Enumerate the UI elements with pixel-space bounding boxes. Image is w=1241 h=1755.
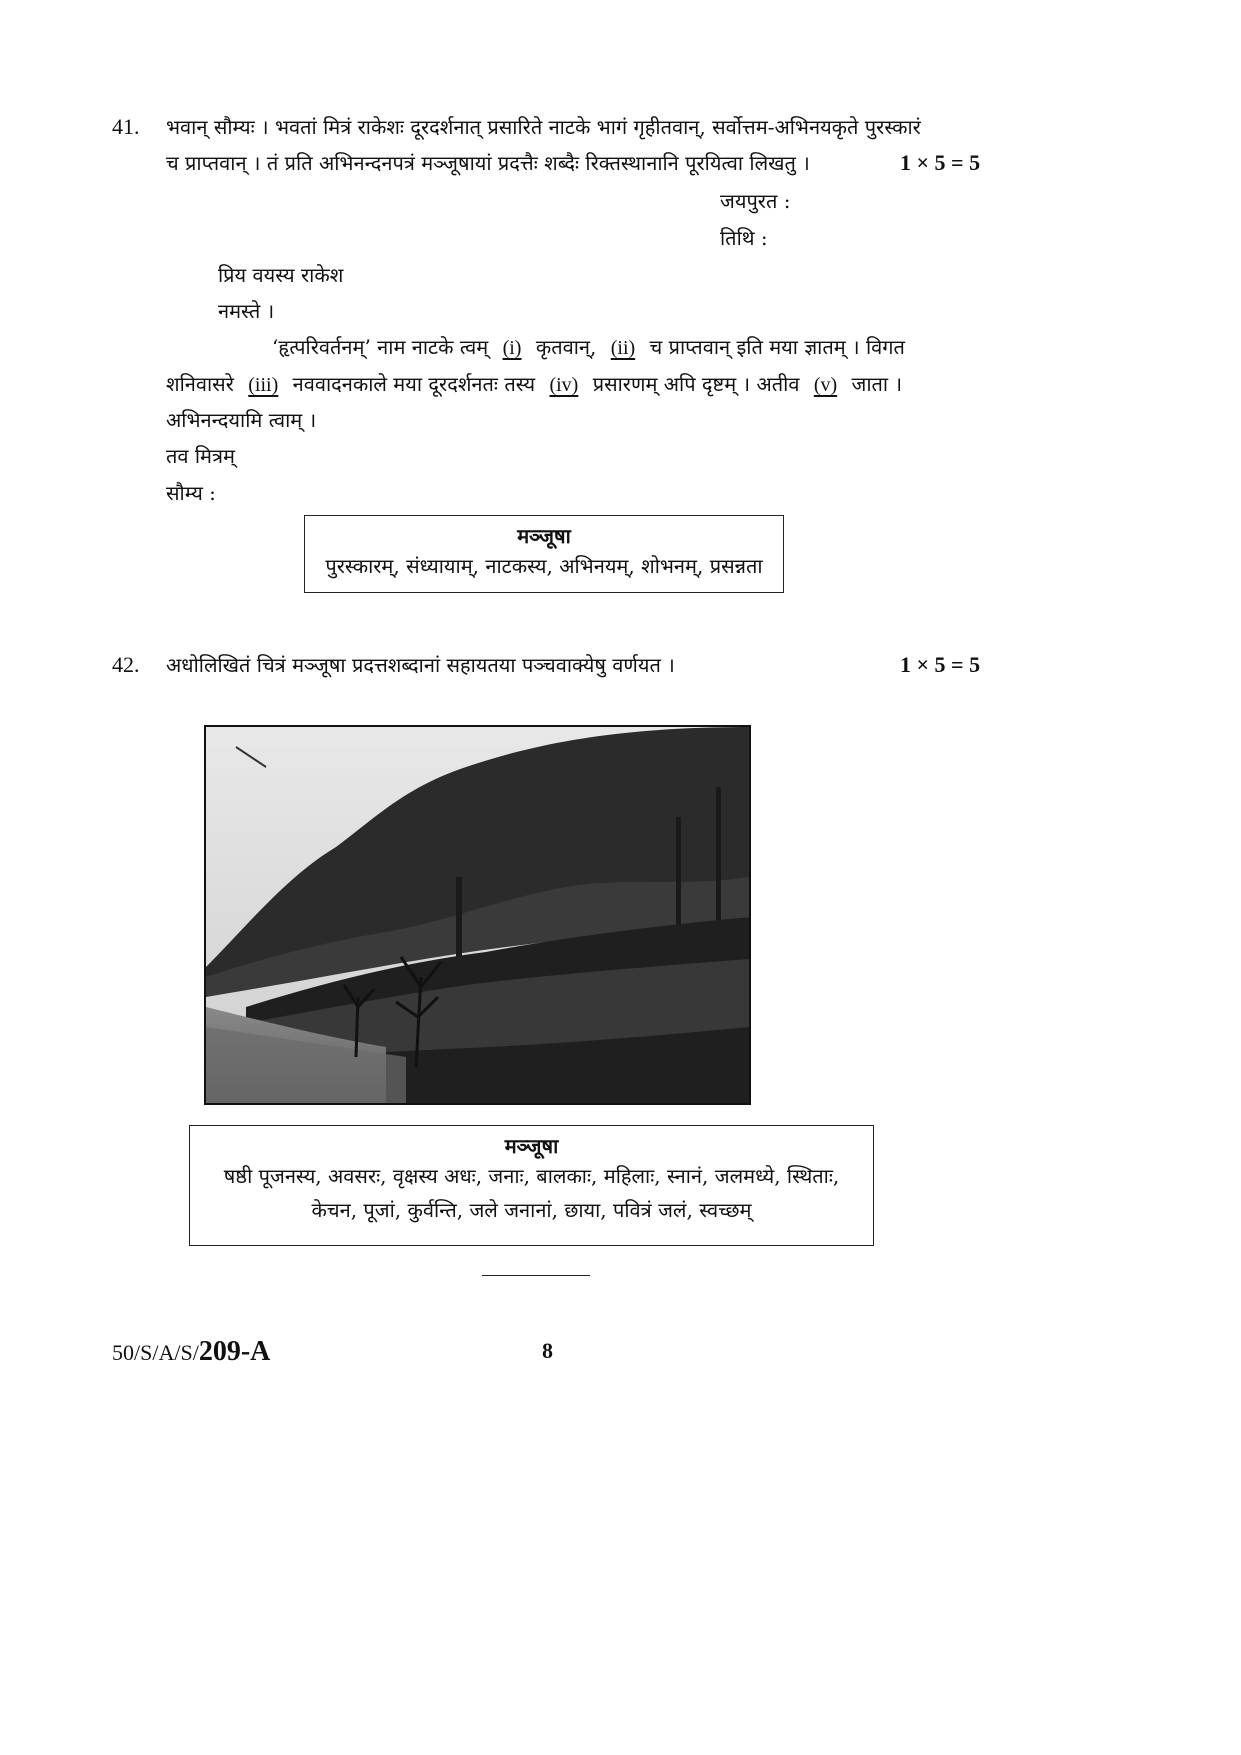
question-42-marks: 1 × 5 = 5 — [900, 652, 981, 677]
question-41-line2: च प्राप्तवान् । तं प्रति अभिनन्दनपत्रं मञ्जूषायां प्रदत्तैः शब्दैः रिक्तस्थानानि पूरयित्वा लिखतु । — [166, 151, 810, 175]
letter-date: तिथि : — [720, 226, 768, 250]
photo-illustration — [206, 727, 749, 1103]
letter-closing: तव मित्रम् — [166, 444, 236, 468]
paper-code-suffix: 209-A — [198, 1336, 271, 1367]
blank-v: (v) — [813, 374, 838, 396]
letter-body-text: प्रसारणम् अपि दृष्टम् । अतीव — [592, 372, 800, 396]
word-box-title: मञ्जूषा — [517, 524, 571, 548]
letter-body-text: शनिवासरे — [166, 372, 234, 396]
word-box-title: मञ्जूषा — [504, 1134, 559, 1158]
question-41-marks: 1 × 5 = 5 — [900, 150, 981, 175]
letter-body-text: नववादनकाले मया दूरदर्शनतः तस्य — [292, 372, 536, 396]
letter-signature: सौम्य : — [166, 481, 216, 505]
letter-body-text: ‘हृत्परिवर्तनम्’ नाम नाटके त्वम् — [272, 335, 489, 359]
word-box-line1: षष्ठी पूजनस्य, अवसरः, वृक्षस्य अधः, जनाः, बालकाः, महिलाः, स्नानं, जलमध्ये, स्थिताः, — [223, 1164, 840, 1188]
letter-salutation: प्रिय वयस्य राकेश — [218, 263, 344, 287]
letter-greeting: नमस्ते । — [218, 299, 275, 323]
word-box-42 — [189, 1125, 874, 1246]
end-divider — [482, 1275, 590, 1276]
question-42-text: अधोलिखितं चित्रं मञ्जूषा प्रदत्तशब्दानां सहायतया पञ्चवाक्येषु वर्णयत । — [166, 653, 675, 677]
blank-iv: (iv) — [549, 374, 579, 396]
letter-body-line3: अभिनन्दयामि त्वाम् । — [166, 408, 317, 432]
question-42-number: 42. — [112, 652, 140, 677]
word-box-line2: केचन, पूजां, कुर्वन्ति, जले जनानां, छाया, पवित्रं जलं, स्वच्छम् — [311, 1198, 752, 1222]
question-41-line1: भवान् सौम्यः । भवतां मित्रं राकेशः दूरदर्शनात् प्रसारिते नाटके भागं गृहीतवान्, सर्वोत्तम-अभिनयकृते पुरस्कारं — [166, 115, 921, 139]
blank-iii: (iii) — [248, 374, 279, 396]
question-41-number: 41. — [112, 114, 140, 139]
letter-body-text: जाता । — [851, 372, 903, 396]
pond-worship-photo — [204, 725, 751, 1105]
blank-i: (i) — [502, 337, 522, 359]
letter-body-line1 — [272, 334, 905, 361]
word-box-41 — [304, 515, 784, 593]
blank-ii: (ii) — [610, 337, 636, 359]
paper-code — [112, 1336, 270, 1368]
letter-body-text: कृतवान्, — [535, 335, 597, 359]
word-box-words: पुरस्कारम्, संध्यायाम्, नाटकस्य, अभिनयम्, शोभनम्, प्रसन्नता — [325, 554, 763, 578]
letter-place: जयपुरत : — [720, 189, 791, 213]
letter-body-text: च प्राप्तवान् इति मया ज्ञातम् । विगत — [649, 335, 905, 359]
page-number: 8 — [542, 1338, 553, 1363]
paper-code-prefix: 50/S/A/S/ — [112, 1340, 199, 1365]
letter-body-line2 — [166, 371, 902, 398]
